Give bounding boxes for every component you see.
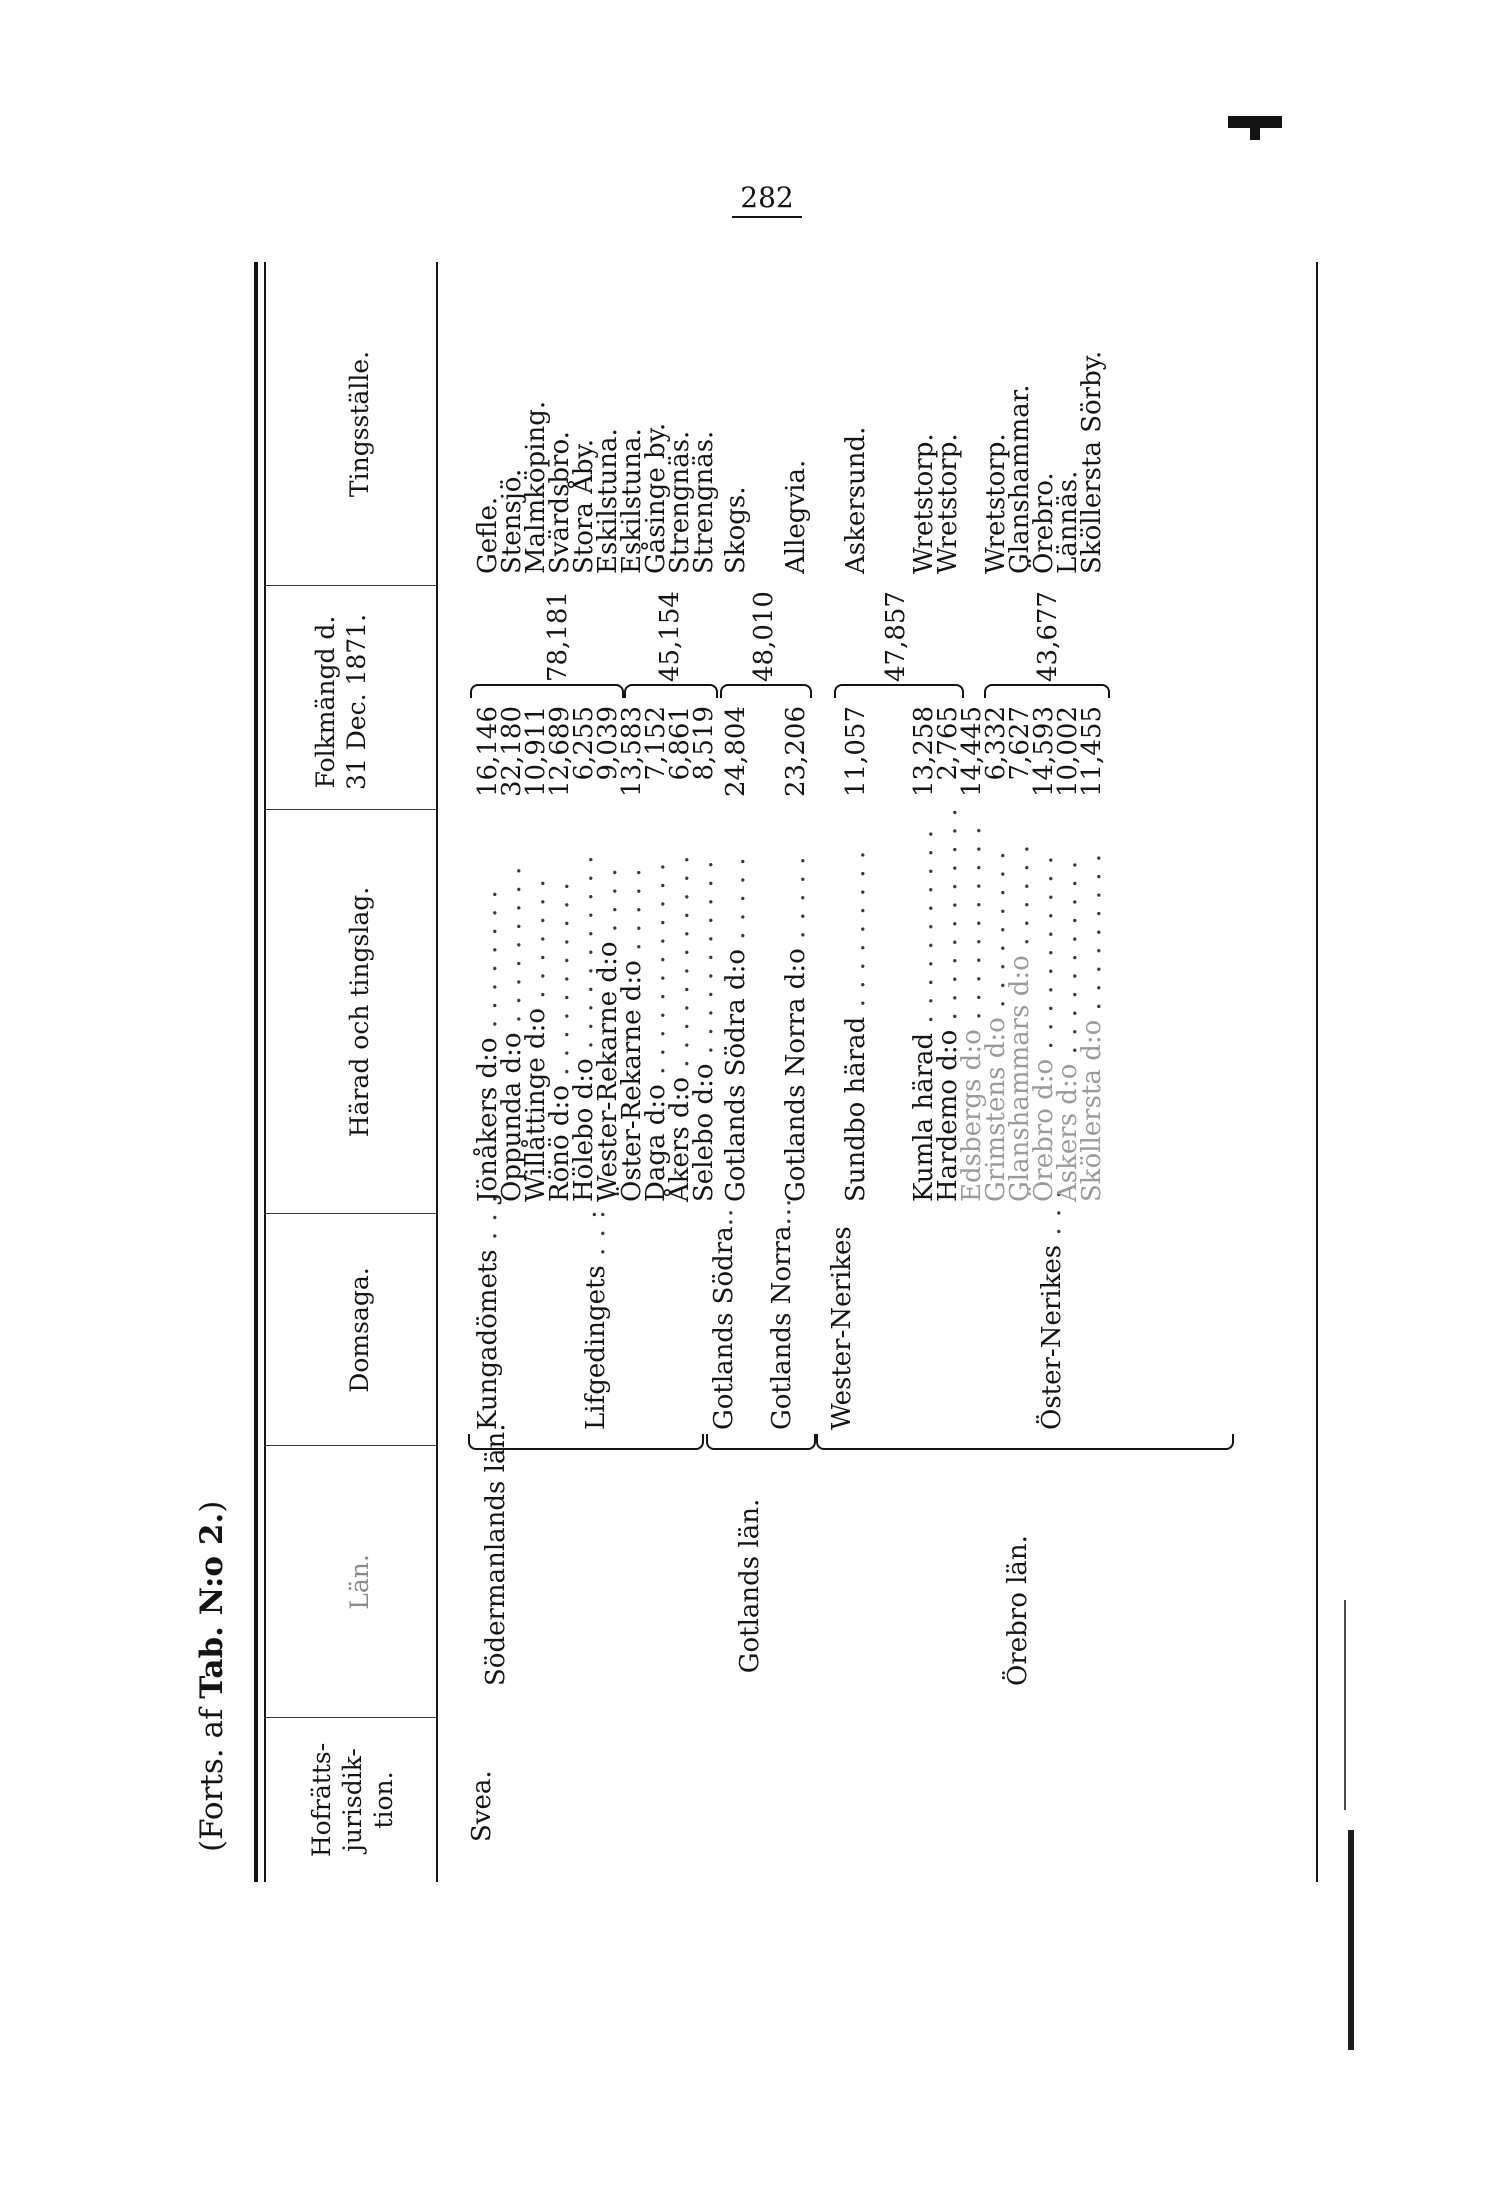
harad-row: Daga d:o . . . . . . . . . . . . — [641, 861, 671, 1202]
population-value: 14,445 — [957, 706, 987, 797]
population-value: 7,627 — [1005, 706, 1035, 781]
harad-row: Hölebo d:o . . . . . . . . . . . — [569, 854, 599, 1202]
total-value: 45,154 — [655, 591, 685, 682]
tingsstalle: Sköllersta Sörby. — [1077, 350, 1107, 574]
tingsstalle: Eskilstuna. — [593, 428, 623, 574]
tingsstalle: Örebro. — [1029, 472, 1059, 574]
population-value: 2,765 — [933, 706, 963, 781]
domsaga-gotlands-norra: Gotlands Norra... — [767, 1197, 797, 1430]
caption-tab: Tab. N:o 2. — [194, 1512, 230, 1699]
brace-sodermanland — [468, 1434, 704, 1450]
harad-row: Rönö d:o . . . . . . . . . . . — [545, 881, 575, 1202]
population-value: 6,332 — [981, 706, 1011, 781]
population-value: 10,002 — [1053, 706, 1083, 797]
brace-gotland — [706, 1434, 816, 1450]
tingsstalle: Wretstorp. — [981, 433, 1011, 574]
harad-row: Sundbo härad . . . . . . . . . — [841, 849, 871, 1202]
population-value: 12,689 — [545, 706, 575, 797]
harad-row: Jönåkers d:o . . . . . . . . — [473, 889, 503, 1202]
total-value: 78,181 — [543, 591, 573, 682]
population-value: 6,255 — [569, 706, 599, 781]
brace-total-wester-nerikes — [834, 684, 964, 698]
harad-row: Wester-Rekarne d:o . . . . — [593, 867, 623, 1202]
rotated-table — [194, 262, 1334, 1882]
scan-edge-shadow — [1348, 1830, 1354, 2050]
harad-row: Oppunda d:o . . . . . . . . . — [497, 865, 527, 1202]
scan-artifact-mark — [1228, 116, 1282, 128]
harad-row: Kumla härad . . . . . . . . . . . — [909, 829, 939, 1202]
total-value: 47,857 — [881, 591, 911, 682]
population-value: 23,206 — [781, 706, 811, 797]
col-divider — [264, 1717, 436, 1718]
frame-top-thick — [254, 262, 258, 1882]
header-lan: Län. — [345, 1554, 374, 1610]
col-divider — [264, 1445, 436, 1446]
scan-edge-line — [1344, 1600, 1346, 1810]
harad-row: Glanshammars d:o . . . . . . — [1005, 843, 1035, 1202]
col-divider — [264, 1213, 436, 1214]
tingsstalle: Strengnäs. — [665, 430, 695, 574]
header-harad: Härad och tingslag. — [345, 886, 374, 1138]
harad-row: Selebo d:o . . . . . . . . . . . — [689, 859, 719, 1202]
tingsstalle: Gåsinge by. — [641, 422, 671, 574]
population-value: 11,455 — [1077, 706, 1107, 797]
harad-row: Örebro d:o . . . . . . . . . . . — [1029, 854, 1059, 1202]
hofratt-value: Svea. — [467, 1770, 497, 1842]
tingsstalle: Lännäs. — [1053, 470, 1083, 574]
population-value: 11,057 — [841, 706, 871, 797]
harad-row: Willåttinge d:o . . . . . . . — [521, 878, 551, 1202]
population-value: 32,180 — [497, 706, 527, 797]
population-value: 14,593 — [1029, 706, 1059, 797]
population-value: 7,152 — [641, 706, 671, 781]
harad-row: Åkers d:o . . . . . . . . . . . . — [665, 854, 695, 1202]
harad-row: Askers d:o . . . . . . . . . . . — [1053, 859, 1083, 1202]
tingsstalle: Stora Åby. — [569, 438, 599, 574]
domsaga-kungadomets: Kungadömets . . . — [473, 1193, 503, 1430]
tingsstalle: Strengnäs. — [689, 430, 719, 574]
tingsstalle: Skogs. — [721, 486, 751, 574]
header-domsaga: Domsaga. — [345, 1267, 374, 1393]
population-value: 24,804 — [721, 706, 751, 797]
frame-top-thin — [264, 262, 266, 1882]
tingsstalle: Glanshammar. — [1005, 384, 1035, 574]
tingsstalle: Wretstorp. — [909, 433, 939, 574]
harad-row: Gotlands Norra d:o . . . . . — [781, 855, 811, 1202]
tingsstalle: Allegvia. — [781, 459, 811, 574]
brace-total-kungadomets — [470, 684, 624, 698]
harad-row: Sköllersta d:o . . . . . . . . . — [1077, 852, 1107, 1202]
population-value: 13,258 — [909, 706, 939, 797]
tingsstalle: Svärdsbro. — [545, 431, 575, 574]
tingsstalle: Wretstorp. — [933, 433, 963, 574]
brace-total-lifgedingets — [624, 684, 718, 698]
tingsstalle: Malmköping. — [521, 400, 551, 574]
header-hofratt: Hofrätts-jurisdik-tion. — [307, 1742, 398, 1858]
brace-orebro — [816, 1434, 1234, 1450]
lan-orebro: Örebro län. — [1003, 1535, 1033, 1686]
population-value: 10,911 — [521, 706, 551, 797]
header-folkmangd: Folkmängd d. 31 Dec. 1871. — [311, 613, 371, 791]
header-rule — [436, 262, 438, 1882]
header-tingsstalle: Tingsställe. — [345, 350, 374, 498]
total-value: 43,677 — [1033, 591, 1063, 682]
tingsstalle: Askersund. — [841, 426, 871, 574]
col-divider — [264, 809, 436, 810]
harad-row: Gotlands Södra d:o . . . . . — [721, 856, 751, 1202]
lan-sodermanland: Södermanlands län. — [481, 1423, 511, 1686]
brace-total-oster-nerikes — [984, 684, 1110, 698]
frame-bottom — [1316, 262, 1318, 1882]
domsaga-oster-nerikes: Öster-Nerikes . . . — [1037, 1189, 1067, 1430]
domsaga-gotlands-sodra: Gotlands Södra.. — [709, 1207, 739, 1430]
harad-row: Edsbergs d:o . . . . . . . . . . . — [957, 825, 987, 1202]
caption-suffix: ) — [194, 1500, 230, 1513]
tingsstalle: Eskilstuna. — [617, 428, 647, 574]
page-number: 282 — [732, 182, 802, 218]
population-value: 9,039 — [593, 706, 623, 781]
harad-row: Öster-Rekarne d:o . . . . . — [617, 867, 647, 1202]
lan-gotland: Gotlands län. — [735, 1498, 765, 1674]
total-value: 48,010 — [749, 591, 779, 682]
tingsstalle: Stensjö. — [497, 468, 527, 574]
tingsstalle: Gefle. — [473, 496, 503, 574]
domsaga-lifgedingets: Lifgedingets . . : — [581, 1209, 611, 1430]
table-caption — [192, 1501, 232, 1852]
harad-row: Grimstens d:o . . . . . . . . . — [981, 850, 1011, 1202]
brace-total-gotland — [720, 684, 812, 698]
caption-prefix: (Forts. af — [194, 1708, 230, 1852]
population-value: 13,583 — [617, 706, 647, 797]
population-value: 16,146 — [473, 706, 503, 797]
population-value: 8,519 — [689, 706, 719, 781]
col-divider — [264, 585, 436, 586]
domsaga-wester-nerikes: Wester-Nerikes — [827, 1226, 857, 1430]
population-value: 6,861 — [665, 706, 695, 781]
harad-row: Hardemo d:o . . . . . . . . . . . . — [933, 807, 963, 1202]
